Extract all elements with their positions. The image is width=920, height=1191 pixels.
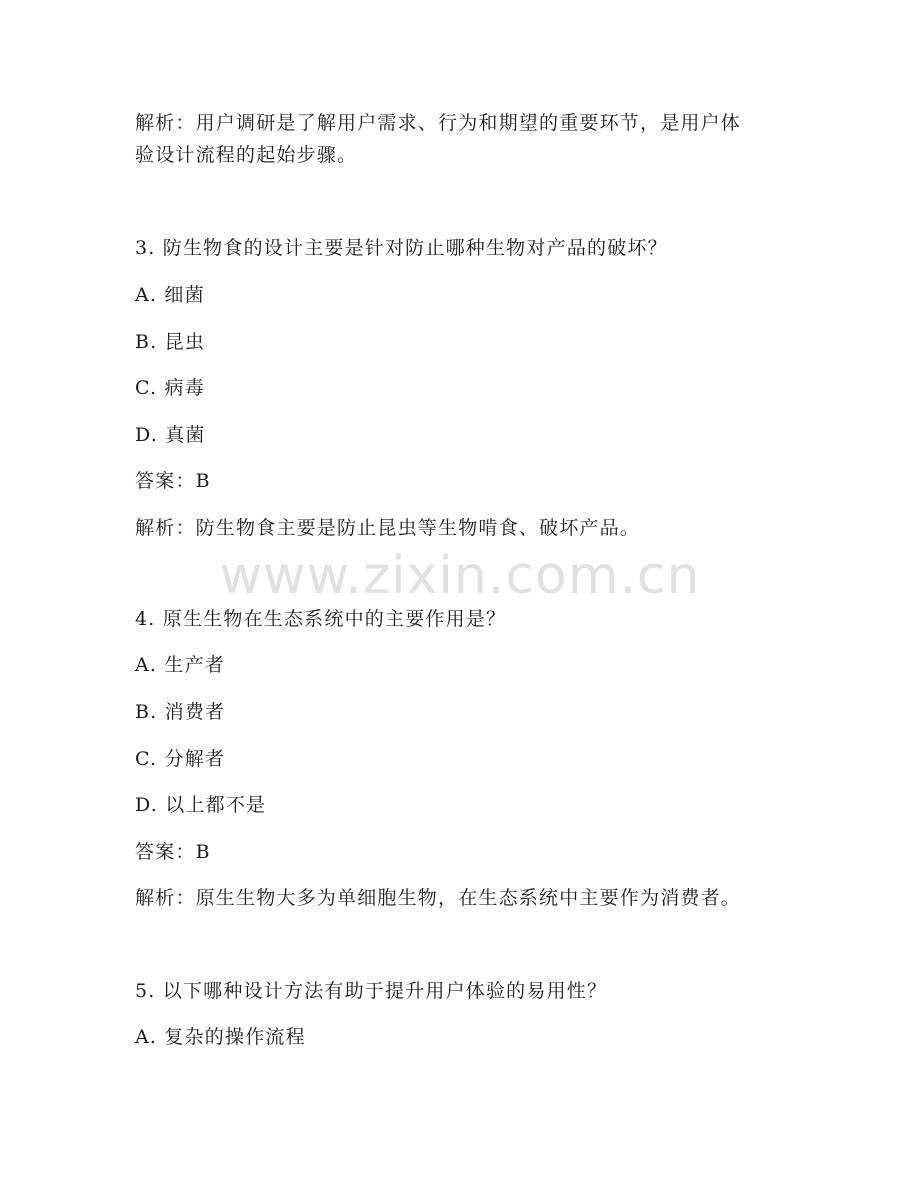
q4-answer: 答案：B (135, 841, 211, 863)
q4-analysis: 解析：原生生物大多为单细胞生物，在生态系统中主要作为消费者。 (135, 887, 742, 909)
q4-option-c: C. 分解者 (135, 748, 226, 770)
q3-answer: 答案：B (135, 470, 211, 492)
q5-option-a: A. 复杂的操作流程 (135, 1026, 306, 1048)
q3-analysis: 解析：防生物食主要是防止昆虫等生物啃食、破坏产品。 (135, 517, 641, 539)
q4-option-a: A. 生产者 (135, 654, 226, 676)
q4-option-d: D. 以上都不是 (135, 794, 267, 816)
q4-question: 4. 原生生物在生态系统中的主要作用是？ (135, 608, 507, 630)
q4-option-b: B. 消费者 (135, 701, 226, 723)
q3-option-a: A. 细菌 (135, 284, 205, 306)
q2-analysis-line-1: 解析：用户调研是了解用户需求、行为和期望的重要环节，是用户体 (135, 112, 742, 134)
q3-option-c: C. 病毒 (135, 377, 205, 399)
q5-question: 5. 以下哪种设计方法有助于提升用户体验的易用性？ (135, 980, 608, 1002)
q3-option-d: D. 真菌 (135, 424, 206, 446)
watermark: www.zixin.com.cn (219, 546, 701, 606)
q2-analysis-line-2: 验设计流程的起始步骤。 (135, 144, 358, 166)
q3-option-b: B. 昆虫 (135, 331, 206, 353)
q3-question: 3. 防生物食的设计主要是针对防止哪种生物对产品的破坏？ (135, 237, 668, 259)
